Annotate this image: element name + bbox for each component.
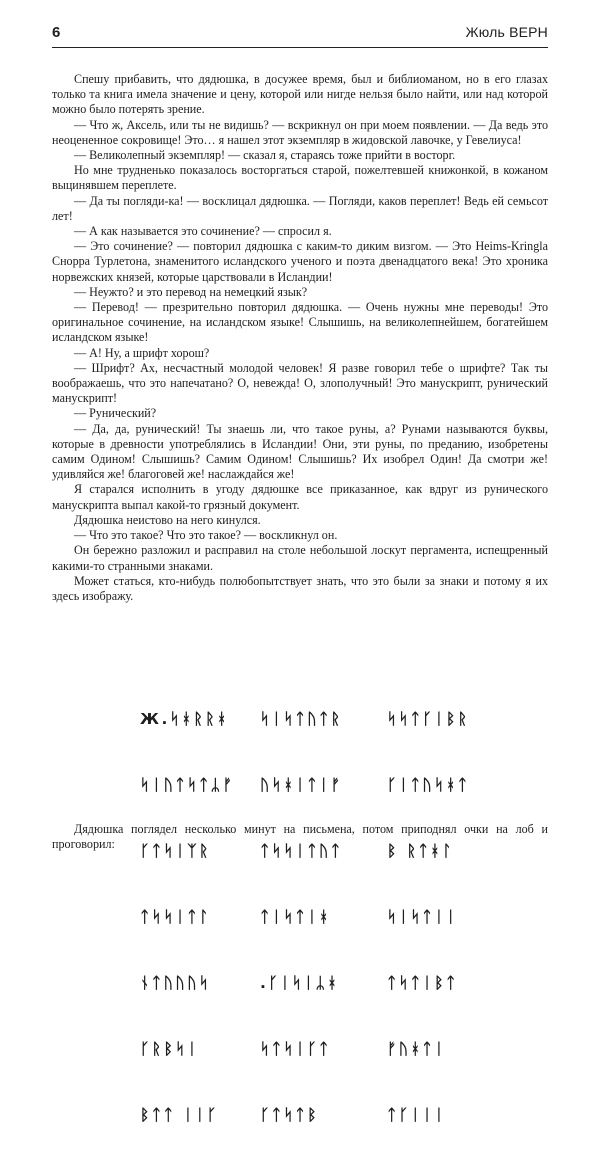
rune-line: ᛏᛋᛋᛁᛏᚢᛏ (260, 842, 343, 860)
paragraph: Но мне трудненько показалось восторгаться старой, пожелтевшей книжонкой, в кожаном выцинявшем переплете. (52, 163, 548, 193)
paragraph: — Великолепный экземпляр! — сказал я, стараясь тоже прийти в восторг. (74, 148, 456, 163)
rune-line: ᚴᛏᛋᛏᛒ (260, 1106, 320, 1124)
paragraph: Может статься, кто-нибудь полюбопытствует знать, что это были за знаки и потому я их здесь изображу. (52, 573, 548, 603)
paragraph: — Перевод! — презрительно повторил дядюшка. — Очень нужны мне переводы! Это оригинальное сочинение, на исландском языке! Слышишь, на великолепнейшем, богатейшем исландском языке! (52, 300, 548, 345)
rune-column (140, 664, 234, 1170)
rune-line: ᚾᛏᚢᚢᚢᛋ (140, 974, 211, 992)
rune-line: .ᚴᛁᛋᛁᛦᚼ (260, 974, 340, 992)
rune-line: ᛒ ᚱᛏᚼᛚ (387, 842, 454, 860)
body-text (52, 72, 548, 604)
rune-line: ᛋᛁᛋᛏᛁᛁ (387, 908, 458, 926)
paragraph: — Неужто? и это перевод на немецкий язык? (74, 284, 308, 299)
rune-column (260, 664, 343, 1170)
paragraph: — Что это такое? Что это такое? — воскликнул он. (74, 528, 338, 543)
rune-line: ᛋᛁᛋᛏᚢᛏᚱ (260, 710, 343, 728)
rune-line: ᚴᚱᛒᛋᛁ (140, 1040, 200, 1058)
rune-line: ᛒᛏᛏ ᛁᛁᚴ (140, 1106, 219, 1124)
rune-line: ᛏᚴᛁᛁᛁ (387, 1106, 447, 1124)
rune-line: ᚴᛏᛋᛁᛉᚱ (140, 842, 211, 860)
rune-line: Ж.ᛋᚼᚱᚱᚼ (140, 710, 229, 728)
paragraph: Дядюшка неистово на него кинулся. (74, 512, 261, 527)
paragraph: — Рунический? (74, 406, 157, 421)
paragraph: Я старался исполнить в угоду дядюшке все приказанное, как вдруг из рунического манускрипта выпал какой-то грязный документ. (52, 482, 548, 512)
paragraph: — Да, да, рунический! Ты знаешь ли, что такое руны, а? Рунами называются буквы, которые в древности употреблялись в Исландии! Они, эти руны, по преданию, изобретены самим Одином! Слышишь? Самим Одином! Слышишь? Их изобрел Один! Да смотри же! удивляйся же! благоговей же! наслаждайся же! (52, 421, 548, 482)
paragraph: Он бережно разложил и расправил на столе небольшой лоскут пергамента, испещренный какими-то странными знаками. (52, 543, 548, 573)
rune-line: ᚠᚢᚼᛏᛁ (387, 1040, 447, 1058)
paragraph: — Шрифт? Ах, несчастный молодой человек! Я разве говорил тебе о шрифте? Так ты воображаешь, что это напечатано? О, невежда! О, злополучный! Это манускрипт, рунический манускрипт! (52, 360, 548, 406)
rune-line: ᛏᛁᛋᛏᛁᚼ (260, 908, 331, 926)
paragraph: Спешу прибавить, что дядюшка, в досужее время, был и библиоманом, но в его глазах только та книга имела значение и цену, которой или нигде нельзя было найти, или над которой можно было потерять зрение. (52, 72, 548, 117)
paragraph: — Да ты погляди-ка! — восклицал дядюшка. — Погляди, каков переплет! Ведь ей семьсот лет! (52, 193, 548, 223)
rune-line: ᛏᛋᛏᛁᛒᛏ (387, 974, 458, 992)
page-header (52, 22, 548, 44)
rune-line: ᚢᛋᚼᛁᛏᛁᚠ (260, 776, 343, 794)
rune-line: ᛋᛋᛏᚴᛁᛒᚱ (387, 710, 470, 728)
paragraph: — А как называется это сочинение? — спросил я. (74, 224, 332, 239)
rune-line: ᛋᛁᚢᛏᛋᛏᛦᚠ (140, 776, 235, 794)
paragraph: — А! Ну, а шрифт хорош? (74, 345, 210, 360)
rune-line: ᛋᛏᛋᛁᚴᛏ (260, 1040, 331, 1058)
rune-line: ᚴᛁᛏᚢᛋᚼᛏ (387, 776, 470, 794)
page-number: 6 (52, 24, 61, 41)
paragraph: — Это сочинение? — повторил дядюшка с каким-то диким визгом. — Это Heims-Kringla Снорра Турлетона, знаменитого исландского ученого и поэта двенадцатого века! Это хроника норвежских князей, которые царствовали в Исландии! (52, 239, 548, 284)
paragraph: — Что ж, Аксель, или ты не видишь? — вскрикнул он при моем появлении. — Да ведь это неоцененное сокровище! Это… я нашел этот экземпляр в жидовской лавочке, у Гевелиуса! (52, 117, 548, 147)
closing-text (52, 822, 548, 852)
header-rule (52, 47, 548, 48)
rune-column (387, 664, 470, 1170)
paragraph: Дядюшка поглядел несколько минут на письмена, потом приподнял очки на лоб и проговорил: (52, 822, 548, 852)
running-head: Жюль ВЕРН (465, 24, 548, 40)
rune-line: ᛏᛋᛋᛁᛏᛚ (140, 908, 211, 926)
